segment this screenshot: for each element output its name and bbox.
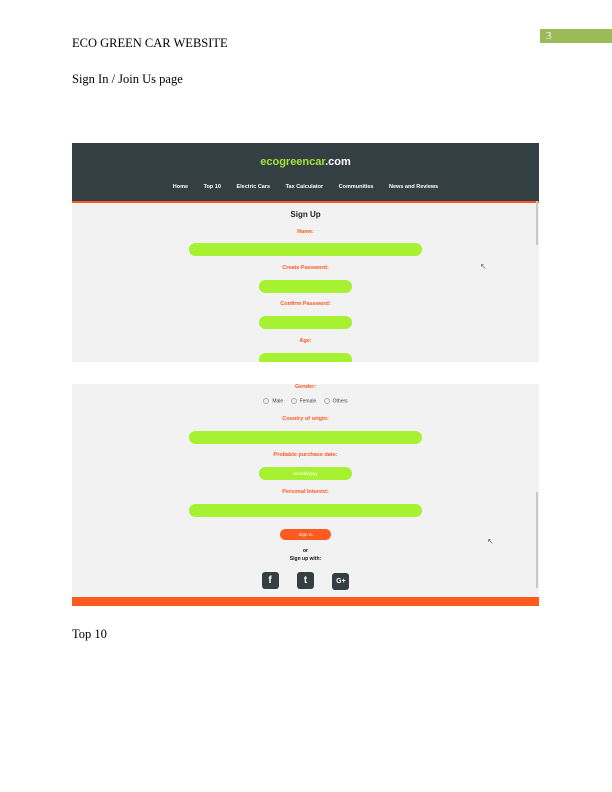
google-plus-icon[interactable]: G+ [332, 573, 349, 590]
document-title: ECO GREEN CAR WEBSITE [72, 36, 228, 50]
social-buttons [72, 570, 539, 590]
site-nav [72, 184, 539, 190]
form-title: Sign Up [290, 210, 321, 219]
interest-label: Personal Interest: [282, 489, 329, 495]
signup-screenshot-bottom [72, 384, 539, 606]
radio-icon[interactable] [324, 398, 330, 404]
name-input[interactable] [189, 243, 422, 256]
nav-communities[interactable]: Communities [338, 184, 374, 190]
signup-screenshot-top [72, 143, 539, 362]
radio-icon[interactable] [263, 398, 269, 404]
name-label: Name: [297, 229, 314, 235]
nav-tax-calculator[interactable]: Tax Calculator [285, 184, 324, 190]
scrollbar[interactable] [536, 201, 538, 245]
signup-with-text: Sign up with: [289, 556, 322, 562]
radio-icon[interactable] [291, 398, 297, 404]
nav-news-reviews[interactable]: News and Reviews [389, 184, 439, 190]
mouse-cursor-icon: ↖ [487, 537, 494, 546]
interest-input[interactable] [189, 504, 422, 517]
purchase-date-label: Probable purchase date: [273, 452, 338, 458]
nav-top10[interactable]: Top 10 [203, 184, 221, 190]
country-label: Country of origin: [282, 416, 329, 422]
country-input[interactable] [189, 431, 422, 444]
gender-option-male[interactable]: Male [263, 398, 283, 404]
or-text: or [303, 548, 308, 554]
mouse-cursor-icon: ↖ [480, 262, 487, 271]
confirm-password-input[interactable] [259, 316, 352, 329]
age-label: Age: [299, 338, 312, 344]
logo-tld: .com [325, 156, 351, 168]
twitter-icon[interactable]: t [297, 572, 314, 589]
section-heading-signin: Sign In / Join Us page [72, 72, 183, 86]
age-input[interactable] [259, 353, 352, 362]
scrollbar[interactable] [536, 492, 538, 588]
nav-home[interactable]: Home [172, 184, 189, 190]
section-heading-top10: Top 10 [72, 627, 107, 641]
purchase-date-input[interactable]: mm/dd/yyyy [259, 467, 352, 480]
confirm-password-label: Confirm Password: [280, 301, 331, 307]
facebook-icon[interactable]: f [262, 572, 279, 589]
site-logo[interactable] [72, 156, 539, 168]
site-header [72, 143, 539, 203]
gender-options [72, 398, 539, 404]
password-input[interactable] [259, 280, 352, 293]
password-label: Create Password: [282, 265, 329, 271]
gender-option-others[interactable]: Others [324, 398, 348, 404]
gender-option-female[interactable]: Female [291, 398, 317, 404]
sign-in-button[interactable]: Sign In [280, 529, 331, 540]
nav-electric-cars[interactable]: Electric Cars [236, 184, 271, 190]
gender-label: Gender: [294, 384, 317, 390]
page-number: 3 [540, 29, 612, 43]
logo-brand: ecogreencar [260, 156, 326, 168]
site-footer [72, 597, 539, 606]
